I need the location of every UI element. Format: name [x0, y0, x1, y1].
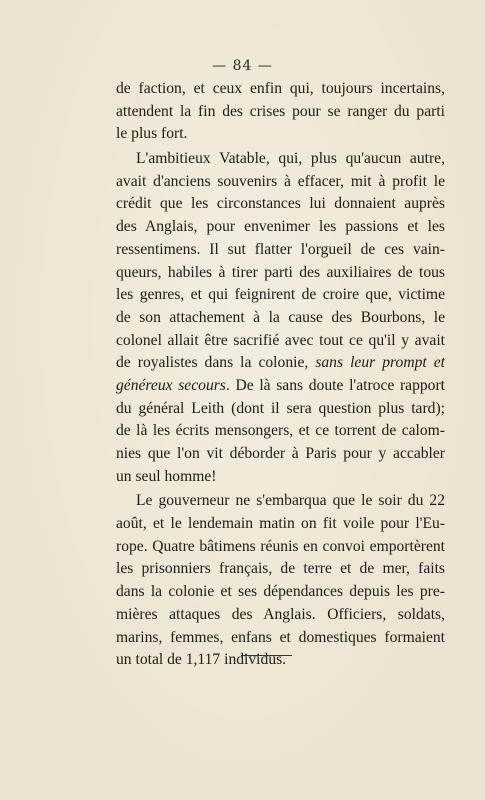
line-text: queurs, habiles à tirer parti des auxiliaires de tous — [116, 263, 445, 281]
text-line — [116, 352, 445, 375]
text-line — [116, 239, 445, 262]
line-text: des Anglais, pour envenimer les passions et les — [116, 218, 445, 236]
line-text: de là les écrits mensongers, et ce torrent de calom- — [116, 422, 445, 440]
line-text: crédit que les circonstances lui donnaient auprès — [116, 195, 445, 213]
body-text — [116, 78, 445, 672]
text-line — [116, 216, 445, 239]
line-text: mières attaques des Anglais. Officiers, soldats, — [116, 605, 445, 623]
line-text: du général Leith (dont il sera question plus tard); — [116, 399, 445, 417]
line-text: les prisonniers français, de terre et de mer, faits — [116, 560, 445, 578]
text-line — [116, 123, 445, 146]
line-text: dans la colonie et ses dépendances depuis les pre- — [116, 583, 445, 601]
text-line — [116, 420, 445, 443]
text-line — [116, 490, 445, 513]
text-line — [116, 284, 445, 307]
italic-text: généreux secours — [116, 376, 226, 394]
line-text: L'ambitieux Vatable, qui, plus qu'aucun autre, — [136, 150, 445, 168]
text-line — [116, 513, 445, 536]
text-line — [116, 604, 445, 627]
text-line — [116, 398, 445, 421]
text-line — [116, 627, 445, 650]
line-text: nies que l'on vit déborder à Paris pour y accabler — [116, 445, 445, 462]
line-text: un total de 1,117 individus. — [116, 651, 287, 669]
text-line — [116, 148, 445, 171]
text-line — [116, 536, 445, 559]
line-text: attendent la fin des crises pour se ranger du parti — [116, 102, 445, 120]
text-line — [116, 558, 445, 581]
line-text: avait d'anciens souvenirs à effacer, mit à profit le — [116, 172, 445, 190]
line-text: rope. Quatre bâtimens réunis en convoi emportèrent — [116, 537, 445, 555]
text-line — [116, 171, 445, 194]
text-line — [116, 375, 445, 398]
text-line — [116, 581, 445, 604]
line-text: le plus fort. — [116, 125, 188, 143]
end-rule — [241, 655, 292, 656]
text-line — [116, 330, 445, 353]
line-text: un seul homme! — [116, 467, 217, 485]
line-text: août, et le lendemain matin on fit voile pour l'Eu- — [116, 515, 445, 533]
line-text: de son attachement à la cause des Bourbons, le — [116, 308, 445, 326]
line-text: de royalistes dans la colonie, — [116, 354, 316, 372]
line-text: colonel allait être sacrifié avec tout ce qu'il y avait — [116, 331, 445, 349]
page-number: — 84 — — [212, 58, 273, 74]
line-text: . De là sans doute l'atroce rapport — [225, 376, 445, 394]
line-text: de faction, et ceux enfin qui, toujours incertains, — [116, 80, 445, 97]
text-line — [116, 649, 445, 672]
text-line — [116, 307, 445, 330]
text-line — [116, 78, 445, 101]
text-line — [116, 101, 445, 124]
line-text: Le gouverneur ne s'embarqua que le soir du 22 — [136, 492, 445, 510]
text-line — [116, 443, 445, 466]
line-text: ressentimens. Il sut flatter l'orgueil de ces vain- — [116, 240, 445, 258]
italic-text: sans leur prompt et — [315, 354, 445, 372]
line-text: marins, femmes, enfans et domestiques formaient — [116, 628, 445, 646]
text-line — [116, 193, 445, 216]
text-line — [116, 466, 445, 489]
text-line — [116, 262, 445, 285]
line-text: les genres, et qui feignirent de croire que, victime — [116, 286, 445, 304]
